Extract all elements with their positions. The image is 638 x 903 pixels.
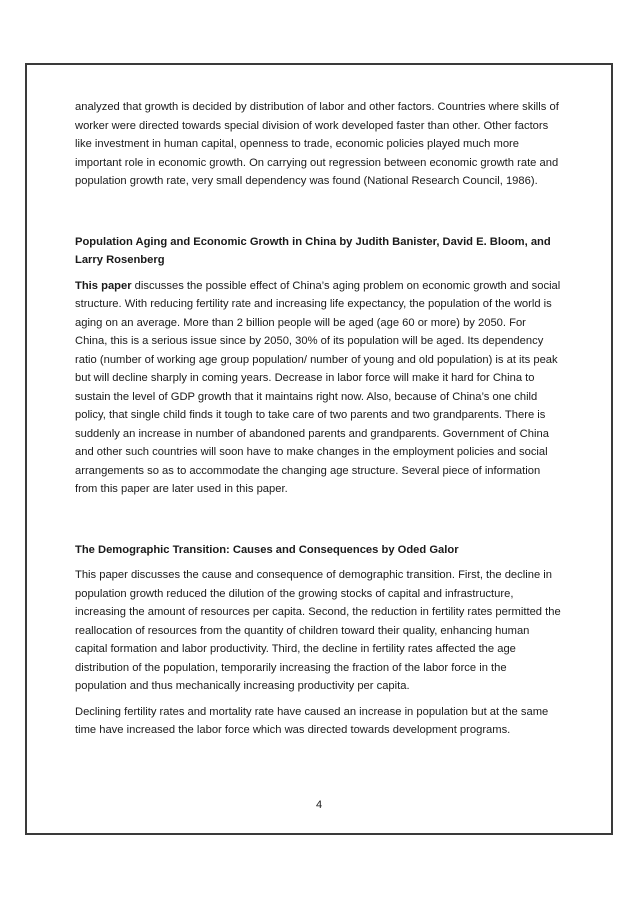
paragraph-lead-bold: This paper: [75, 279, 132, 292]
section-heading-china-aging: Population Aging and Economic Growth in China by Judith Banister, David E. Bloom, and Larry Rosenberg: [75, 235, 551, 266]
section-heading-demographic-transition: The Demographic Transition: Causes and Consequences by Oded Galor: [75, 543, 459, 556]
page-number: 4: [315, 799, 323, 811]
paragraph-declining-fertility: Declining fertility rates and mortality rate have caused an increase in population but at the same time have increased the labor force which was directed towards development programs.: [75, 705, 549, 736]
paragraph-intro: analyzed that growth is decided by distribution of labor and other factors. Countries where skills of worker were directed towards special division of work developed faster than other. Other factors like investment in human capital, openness to trade, economic policies played much more important role in economic growth. On carrying out regression between economic growth rate and population growth rate, very small dependency was found (National Research Council, 1986).: [75, 101, 559, 187]
paragraph-china-aging: [75, 277, 561, 499]
document-body: [75, 98, 561, 740]
paragraph-demographic-transition: This paper discusses the cause and consequence of demographic transition. First, the decline in population growth reduced the dilution of the growing stocks of capital and infrastructure, increasing the amount of resources per capita. Second, the reduction in fertility rates permitted the reallocation of resources from the quantity of children toward their quality, enhancing human capital formation and labor productivity. Third, the decline in fertility rates affected the age distribution of the population, temporarily increasing the fraction of the labor force in the population and thus mechanically increasing productivity per capita.: [75, 569, 561, 692]
paragraph-china-aging-text: discusses the possible effect of China’s aging problem on economic growth and social structure. With reducing fertility rate and increasing life expectancy, the population of the world is aging on an average. More than 2 billion people will be aged (age 60 or more) by 2050. For China, this is a serious issue since by 2050, 30% of its population will be aged. Its dependency ratio (number of working age group population/ number of young and old population) is at its peak but will decline sharply in coming years. Decrease in labor force will make it hard for China to sustain the level of GDP growth that it maintains right now. Also, because of China’s one child policy, that single child finds it tough to take care of two parents and two grandparents. There is suddenly an increase in number of abandoned parents and grandparents. Government of China and other such countries will soon have to make changes in the employment policies and social arrangements so as to accommodate the changing age structure. Several piece of information from this paper are later used in this paper.: [75, 279, 561, 495]
